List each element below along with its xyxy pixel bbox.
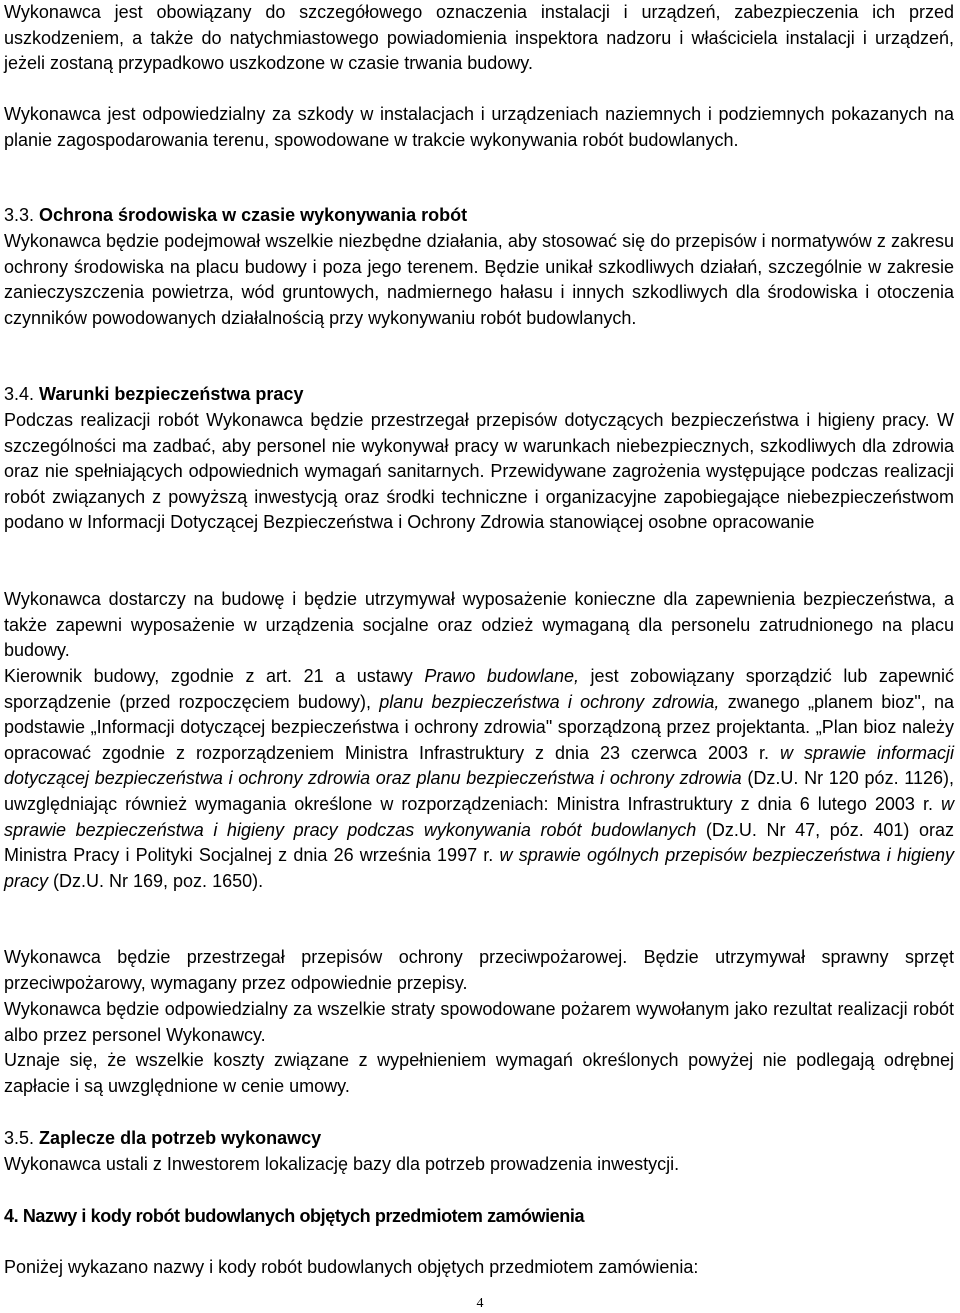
italic-run: w sprawie ogólnych przepisów bezpieczeństwa i higieny pracy [4,845,954,891]
section-3-5-paragraph: Wykonawca ustali z Inwestorem lokalizację bazy dla potrzeb prowadzenia inwestycji. [4,1154,680,1174]
section-3-4-paragraph-1: Podczas realizacji robót Wykonawca będzie przestrzegał przepisów dotyczących bezpieczeństwa i higieny pracy. W szczególności ma zadbać, aby personel nie wykonywał pracy w warunkach niebezpiecznych, szkodliwych dla zdrowia oraz nie spełniających odpowiednich wymagań sanitarnych. Przewidywane zagrożenia występujące podczas realizacji robót związanych z powyższą inwestycją oraz środki techniczne i organizacyjne zapobiegające niebezpieczeństwom podano w Informacji Dotyczącej Bezpieczeństwa i Ochrony Zdrowia stanowiącej osobne opracowanie [4,410,954,533]
text-run: (Dz.U. Nr 120 póz. 1126), uwzględniając również wymagania określone w rozporządzeniach: Ministra Infrastruktury z dnia 6 lutego 2003 r. [4,768,954,814]
section-3-3-heading [4,203,954,229]
text-run: jest zobowiązany sporządzić lub zapewnić sporządzenie (przed rozpoczęciem budowy), [4,666,954,712]
section-3-3-paragraph: Wykonawca będzie podejmował wszelkie niezbędne działania, aby stosować się do przepisów i normatywów z zakresu ochrony środowiska na placu budowy i poza jego terenem. Będzie unikał szkodliwych działań, szczególnie w zakresie zanieczyszczenia powietrza, wód gruntowych, nadmiernego hałasu i innych szkodliwych dla środowiska i otoczenia czynników powodowanych działalnością przy wykonywaniu robót budowlanych. [4,231,954,328]
section-3-4-paragraph-5: Wykonawca będzie odpowiedzialny za wszelkie straty spowodowane pożarem wywołanym jako rezultat realizacji robót albo przez personel Wykonawcy. [4,999,954,1045]
section-4-heading: 4. Nazwy i kody robót budowlanych objętych przedmiotem zamówienia [4,1206,585,1226]
page-number: 4 [476,1296,484,1311]
text-run: zwanego „planem bioz", na podstawie „Informacji dotyczącej bezpieczeństwa i ochrony zdrowia" sporządzoną przez projektanta. „Plan bioz należy opracować zgodnie z rozporządzeniem Ministra Infrastruktury z dnia 23 czerwca 2003 r. [4,691,954,763]
section-title: Ochrona środowiska w czasie wykonywania robót [34,205,468,225]
intro-paragraph-1: Wykonawca jest obowiązany do szczegółowego oznaczenia instalacji i urządzeń, zabezpieczenia ich przed uszkodzeniem, a także do natychmiastowego powiadomienia inspektora nadzoru i właściciela instalacji i urządzeń, jeżeli zostaną przypadkowo uszkodzone w czasie trwania budowy. [4,2,954,74]
section-3-4-heading [4,382,954,408]
intro-paragraph-2: Wykonawca jest odpowiedzialny za szkody w instalacjach i urządzeniach naziemnych i podziemnych pokazanych na planie zagospodarowania terenu, spowodowane w trakcie wykonywania robót budowlanych. [4,104,954,150]
italic-run: w sprawie informacji dotyczącej bezpieczeństwa i ochrony zdrowia oraz planu bezpieczeństwa i ochrony zdrowia [4,742,954,789]
text-run: (Dz.U. Nr 47, póz. 401) oraz Ministra Pracy i Polityki Socjalnej z dnia 26 września 1997 r. [4,819,954,866]
italic-run: planu bezpieczeństwa i ochrony zdrowia, [379,691,720,712]
section-title: Warunki bezpieczeństwa pracy [34,384,304,404]
section-3-4-paragraph-3 [4,664,954,894]
section-title: Zaplecze dla potrzeb wykonawcy [34,1128,322,1148]
section-4-paragraph: Poniżej wykazano nazwy i kody robót budowlanych objętych przedmiotem zamówienia: [4,1257,699,1277]
italic-run: w sprawie bezpieczeństwa i higieny pracy podczas wykonywania robót budowlanych [4,793,954,840]
section-3-5-heading [4,1126,954,1152]
text-run: (Dz.U. Nr 169, poz. 1650). [48,870,264,891]
section-3-4-paragraph-4: Wykonawca będzie przestrzegał przepisów ochrony przeciwpożarowej. Będzie utrzymywał sprawny sprzęt przeciwpożarowy, wymagany przez odpowiednie przepisy. [4,947,954,993]
section-number: 3.4. [4,384,35,404]
section-3-4-paragraph-2: Wykonawca dostarczy na budowę i będzie utrzymywał wyposażenie konieczne dla zapewnienia bezpieczeństwa, a także zapewni wyposażenie w urządzenia socjalne oraz odzież wymaganą dla personelu zatrudnionego na placu budowy. [4,589,954,661]
section-number: 3.3. [4,205,35,225]
italic-run: Prawo budowlane, [424,666,579,686]
text-run: Kierownik budowy, zgodnie z art. 21 a ustawy [4,666,425,686]
section-number: 3.5. [4,1128,35,1148]
section-3-4-paragraph-6: Uznaje się, że wszelkie koszty związane z wypełnieniem wymagań określonych powyżej nie podlegają odrębnej zapłacie i są uwzględnione w cenie umowy. [4,1050,954,1096]
